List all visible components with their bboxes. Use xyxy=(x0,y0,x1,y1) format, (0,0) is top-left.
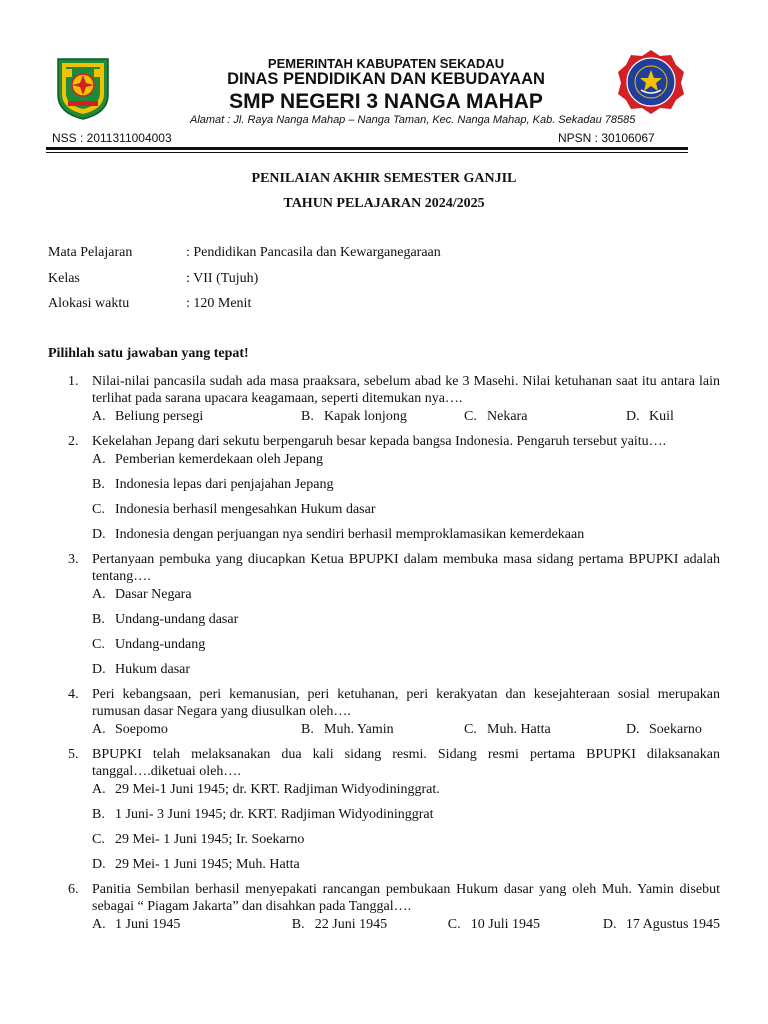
answer-options xyxy=(92,408,720,425)
question-number: 4. xyxy=(68,687,79,702)
question-text: Pertanyaan pembuka yang diucapkan Ketua BPUPKI dalam membuka masa sidang pertama BPUPKI adalah tentang…. xyxy=(92,552,720,584)
answer-option[interactable]: C. 29 Mei- 1 Juni 1945; Ir. Soekarno xyxy=(92,832,305,847)
answer-option[interactable]: C. Muh. Hatta xyxy=(464,722,551,737)
answer-options xyxy=(92,451,720,543)
question-number: 5. xyxy=(68,747,79,762)
school-name: SMP NEGERI 3 NANGA MAHAP xyxy=(229,90,543,113)
answer-option[interactable]: A. Dasar Negara xyxy=(92,587,192,602)
instruction: Pilihlah satu jawaban yang tepat! xyxy=(48,346,249,361)
answer-option[interactable]: B. Undang-undang dasar xyxy=(92,612,239,627)
header-rule-thick xyxy=(46,147,688,150)
question-item xyxy=(68,551,720,678)
question-text: Nilai-nilai pancasila sudah ada masa praaksara, sebelum abad ke 3 Masehi. Nilai ketuhanan saat itu antara lain terlihat pada sarana upacara keagamaan, seperti ditemukan nya…. xyxy=(92,374,720,406)
class-label: Kelas xyxy=(48,271,80,286)
government-name: PEMERINTAH KABUPATEN SEKADAU xyxy=(267,56,505,71)
question-text: Peri kebangsaan, peri kemanusian, peri ketuhanan, peri kerakyatan dan kesejahteraan sosial merupakan rumusan dasar Negara yang diusulkan oleh…. xyxy=(92,687,720,719)
answer-option[interactable]: A. Pemberian kemerdekaan oleh Jepang xyxy=(92,452,323,467)
answer-option[interactable]: D. Kuil xyxy=(626,409,674,424)
answer-option[interactable]: D. 17 Agustus 1945 xyxy=(602,917,720,932)
letterhead xyxy=(0,0,768,160)
question-item xyxy=(68,881,720,933)
question-number: 1. xyxy=(68,374,79,389)
question-item xyxy=(68,686,720,738)
question-number: 2. xyxy=(68,434,79,449)
answer-options xyxy=(92,721,720,738)
department-name: DINAS PENDIDIKAN DAN KEBUDAYAAN xyxy=(227,70,545,88)
question-item xyxy=(68,433,720,543)
answer-option[interactable]: A. Beliung persegi xyxy=(92,409,204,424)
question-list xyxy=(0,370,768,933)
answer-options xyxy=(92,586,720,678)
question-number: 3. xyxy=(68,552,79,567)
question-text: Kekelahan Jepang dari sekutu berpengaruh besar kepada bangsa Indonesia. Pengaruh tersebut yaitu…. xyxy=(92,434,667,449)
time-label: Alokasi waktu xyxy=(48,296,130,311)
npsn-number: NPSN : 30106067 xyxy=(558,131,655,145)
answer-option[interactable]: A. 29 Mei-1 Juni 1945; dr. KRT. Radjiman Widyodininggrat. xyxy=(92,782,440,797)
exam-year: TAHUN PELAJARAN 2024/2025 xyxy=(283,196,485,211)
answer-options xyxy=(92,916,720,933)
class-value: : VII (Tujuh) xyxy=(186,271,259,286)
school-address: Alamat : Jl. Raya Nanga Mahap – Nanga Taman, Kec. Nanga Mahap, Kab. Sekadau 78585 xyxy=(190,114,636,126)
answer-option[interactable]: B. Indonesia lepas dari penjajahan Jepang xyxy=(92,477,334,492)
question-text: Panitia Sembilan berhasil menyepakati rancangan pembukaan Hukum dasar yang oleh Muh. Yamin disebut sebagai “ Piagam Jakarta” dan disahkan pada Tanggal…. xyxy=(92,882,720,914)
answer-option[interactable]: B. 1 Juni- 3 Juni 1945; dr. KRT. Radjiman Widyodininggrat xyxy=(92,807,434,822)
subject-value: : Pendidikan Pancasila dan Kewarganegaraan xyxy=(186,245,441,260)
answer-option[interactable]: B. Kapak lonjong xyxy=(301,409,407,424)
answer-option[interactable]: D. Soekarno xyxy=(626,722,702,737)
question-text: BPUPKI telah melaksanakan dua kali sidang resmi. Sidang resmi pertama BPUPKI dilaksanakan tanggal….diketuai oleh…. xyxy=(92,747,720,779)
exam-title: PENILAIAN AKHIR SEMESTER GANJIL xyxy=(251,171,517,186)
answer-option[interactable]: D. Indonesia dengan perjuangan nya sendiri berhasil memproklamasikan kemerdekaan xyxy=(92,527,585,542)
time-value: : 120 Menit xyxy=(186,296,252,311)
regency-crest-icon xyxy=(50,55,116,121)
answer-option[interactable]: C. Nekara xyxy=(464,409,528,424)
nss-number: NSS : 2011311004003 xyxy=(52,131,172,145)
answer-options xyxy=(92,781,720,873)
answer-option[interactable]: D. Hukum dasar xyxy=(92,662,191,677)
answer-option[interactable]: B. 22 Juni 1945 xyxy=(291,917,388,932)
answer-option[interactable]: A. 1 Juni 1945 xyxy=(92,917,181,932)
question-number: 6. xyxy=(68,882,79,897)
question-item xyxy=(68,373,720,425)
answer-option[interactable]: C. Undang-undang xyxy=(92,637,206,652)
school-emblem-icon xyxy=(616,48,686,116)
header-rule-thin xyxy=(46,152,688,153)
question-item xyxy=(68,746,720,873)
subject-label: Mata Pelajaran xyxy=(48,245,133,260)
answer-option[interactable]: A. Soepomo xyxy=(92,722,168,737)
answer-option[interactable]: D. 29 Mei- 1 Juni 1945; Muh. Hatta xyxy=(92,857,300,872)
answer-option[interactable]: B. Muh. Yamin xyxy=(301,722,394,737)
answer-option[interactable]: C. 10 Juli 1945 xyxy=(447,917,541,932)
answer-option[interactable]: C. Indonesia berhasil mengesahkan Hukum dasar xyxy=(92,502,376,517)
